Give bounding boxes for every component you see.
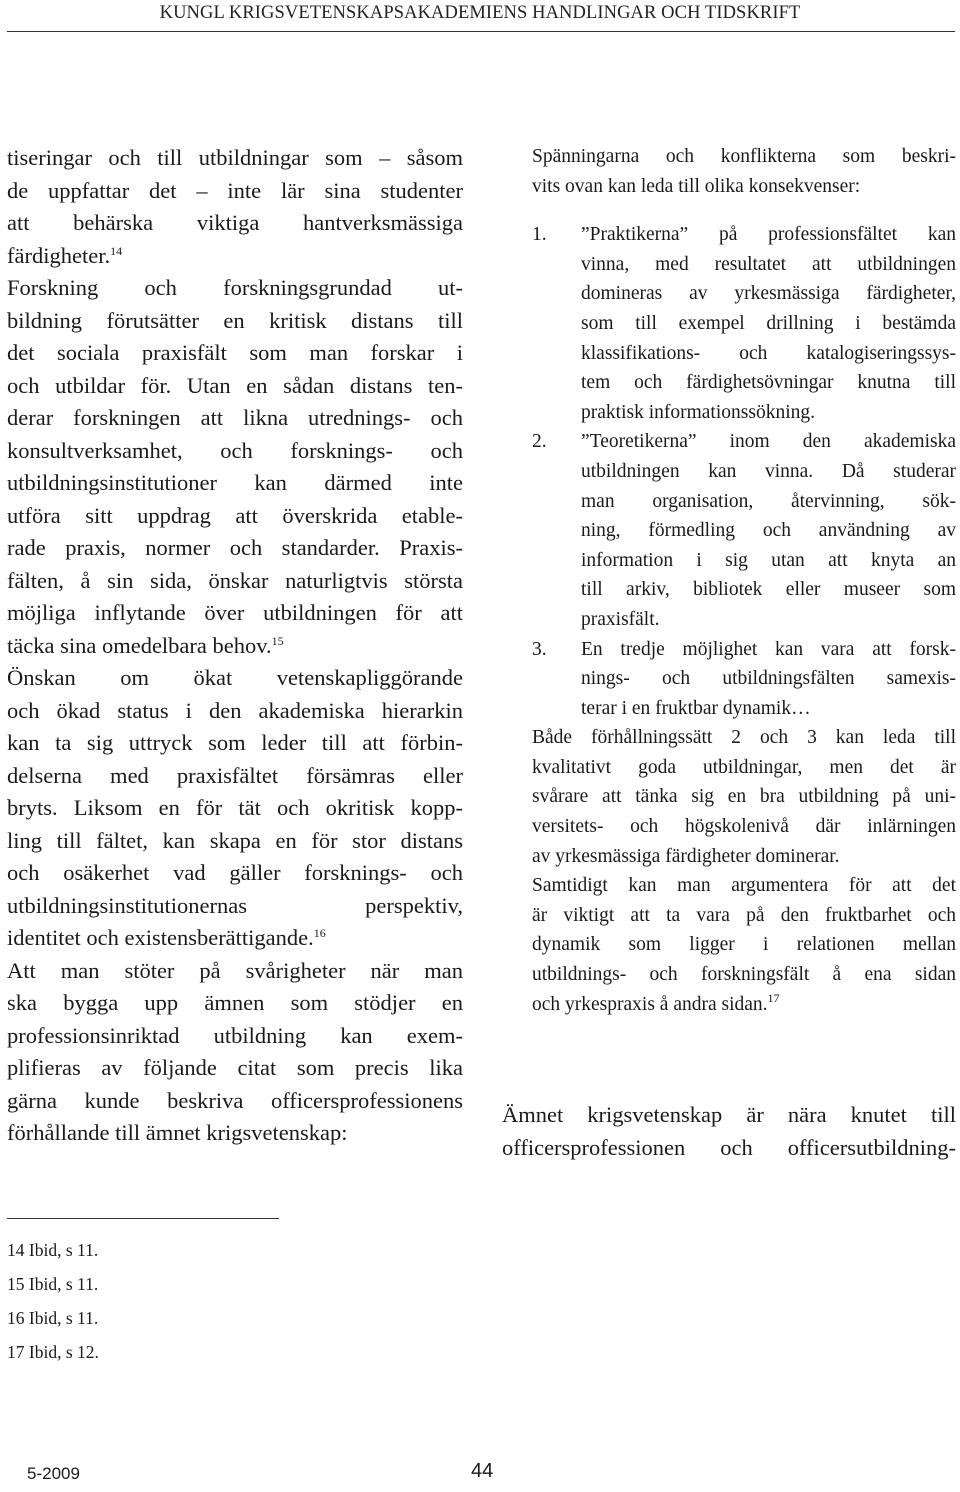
text-line: utbildnings- och forskningsfält å ena sidan — [532, 964, 956, 986]
text-line: det sociala praxisfält som man forskar i — [7, 340, 463, 365]
text-line: och ökad status i den akademiska hierarkin — [7, 697, 463, 723]
footnote-ref: 15 — [271, 633, 284, 648]
text-line: plifieras av följande citat som precis lika — [7, 1055, 463, 1080]
text-line: delserna med praxisfältet försämras eller — [7, 762, 463, 788]
numbered-list — [532, 220, 956, 723]
list-number: 1. — [532, 224, 547, 246]
text-line: bryts. Liksom en för tät och okritisk kopp- — [7, 795, 463, 820]
text-line: professionsinriktad utbildning kan exem- — [7, 1022, 463, 1048]
text-line: och utbildar för. Utan en sådan distans ten- — [7, 372, 463, 398]
page-number: 44 — [471, 1460, 494, 1482]
text-line: möjliga inflytande över utbildningen för att — [7, 600, 463, 625]
footnote-ref: 16 — [313, 926, 326, 940]
text-line: kan ta sig uttryck som leder till att förbin- — [7, 730, 463, 755]
quote-paragraph-2 — [532, 871, 956, 1019]
text-line: man organisation, återvinning, sök- — [581, 490, 956, 512]
body-text-continued — [502, 1098, 956, 1164]
text-line: som till exempel drillning i bestämda — [581, 312, 956, 334]
text-line: utbildningsinstitutionernas perspektiv, — [7, 892, 463, 918]
list-number: 3. — [532, 638, 547, 660]
text-line: täcka sina omedelbara behov.$^{15}$ — [7, 632, 284, 658]
list-item — [532, 220, 956, 427]
text-line: nings- och utbildningsfälten samexis- — [581, 668, 956, 690]
quote-paragraph-1 — [532, 723, 956, 871]
text-line: versitets- och högskolenivå där inlärningen — [532, 816, 956, 838]
text-line: Önskan om ökat vetenskapliggörande — [7, 665, 463, 690]
text-line: ling till fältet, kan skapa en för stor distans — [7, 827, 463, 853]
text-line: ”Teoretikerna” inom den akademiska — [581, 431, 956, 453]
right-column-quote — [532, 142, 956, 1019]
text-line: tiseringar och till utbildningar som – såsom — [7, 145, 463, 170]
text-line: utbildningen kan vinna. Då studerar — [581, 460, 956, 482]
paragraph-status — [7, 662, 463, 955]
text-line: och yrkespraxis å andra sidan.$^{17}$ — [532, 990, 780, 1015]
header-divider — [7, 31, 955, 32]
text-line: de uppfattar det – inte lär sina studenter — [7, 177, 463, 203]
footnote-ref: 14 — [110, 243, 123, 258]
quote-intro — [532, 142, 956, 201]
text-line: terar i en fruktbar dynamik… — [581, 697, 811, 719]
text-line: identitet och existensberättigande.$^{16}$ — [7, 925, 326, 950]
text-line: Att man stöter på svårigheter när man — [7, 957, 463, 983]
text-line: ”Praktikerna” på professionsfältet kan — [581, 224, 956, 246]
text-line: vinna, med resultatet att utbildningen — [581, 253, 956, 275]
footnote: 17 Ibid, s 12. — [7, 1342, 99, 1362]
text-line: tem och färdighetsövningar knutna till — [581, 372, 956, 394]
text-line: dynamik som ligger i relationen mellan — [532, 934, 956, 956]
text-line: klassifikations- och katalogiseringssys- — [581, 342, 956, 364]
text-line: utföra sitt uppdrag att överskrida etable- — [7, 502, 463, 528]
footnote: 16 Ibid, s 11. — [7, 1308, 99, 1328]
text-line: Spänningarna och konflikterna som beskri- — [532, 146, 956, 167]
text-line: En tredje möjlighet kan vara att forsk- — [581, 638, 956, 660]
text-line: ska bygga upp ämnen som stödjer en — [7, 990, 463, 1015]
text-line: praxisfält. — [581, 608, 660, 630]
text-line: kvalitativt goda utbildningar, men det är — [532, 756, 956, 778]
text-line: ning, förmedling och användning av — [581, 520, 956, 542]
text-line: derar forskningen att likna utrednings- och — [7, 405, 463, 430]
text-line: fälten, å sin sida, önskar naturligtvis största — [7, 567, 463, 593]
text-line: domineras av yrkesmässiga färdigheter, — [581, 283, 956, 305]
left-column — [7, 142, 463, 1150]
paragraph-distance — [7, 272, 463, 662]
footnote: 15 Ibid, s 11. — [7, 1274, 99, 1294]
text-line: praktisk informationssökning. — [581, 401, 815, 423]
footnote: 14 Ibid, s 11. — [7, 1240, 99, 1260]
paragraph-intro-continued — [7, 142, 463, 272]
text-line: och osäkerhet vad gäller forsknings- och — [7, 860, 463, 885]
text-line: svårare att tänka sig en bra utbildning på uni- — [532, 786, 956, 808]
list-item — [532, 635, 956, 724]
footnote-divider — [7, 1218, 279, 1219]
text-line: information i sig utan att knyta an — [581, 549, 956, 571]
text-line: konsultverksamhet, och forsknings- och — [7, 437, 463, 463]
issue-label: 5-2009 — [27, 1464, 80, 1483]
running-header: KUNGL KRIGSVETENSKAPSAKADEMIENS HANDLINGAR OCH TIDSKRIFT — [159, 3, 801, 23]
text-line: vits ovan kan leda till olika konsekvenser: — [532, 175, 861, 197]
text-line: officersprofessionen och officersutbildning- — [502, 1135, 956, 1160]
text-line: av yrkesmässiga färdigheter dominerar. — [532, 845, 840, 867]
text-line: Ämnet krigsvetenskap är nära knutet till — [502, 1102, 956, 1127]
text-line: till arkiv, bibliotek eller museer som — [581, 579, 956, 601]
paragraph-difficulties — [7, 955, 463, 1150]
footnote-ref: 17 — [767, 990, 780, 1005]
text-line: Samtidigt kan man argumentera för att det — [532, 875, 956, 897]
text-line: Forskning och forskningsgrundad ut- — [7, 275, 463, 300]
text-line: bildning förutsätter en kritisk distans till — [7, 307, 463, 333]
list-item — [532, 427, 956, 634]
text-line: Både förhållningssätt 2 och 3 kan leda till — [532, 727, 956, 749]
text-line: gärna kunde beskriva officersprofessionens — [7, 1087, 463, 1113]
text-line: utbildningsinstitutioner kan därmed inte — [7, 470, 463, 495]
text-line: rade praxis, normer och standarder. Praxis- — [7, 535, 463, 560]
text-line: förhållande till ämnet krigsvetenskap: — [7, 1120, 348, 1145]
text-line: att behärska viktiga hantverksmässiga — [7, 210, 463, 235]
list-number: 2. — [532, 431, 547, 453]
footnotes — [7, 1233, 99, 1369]
text-line: färdigheter.$^{14}$ — [7, 242, 123, 268]
text-line: är viktigt att ta vara på den fruktbarhet och — [532, 904, 956, 926]
